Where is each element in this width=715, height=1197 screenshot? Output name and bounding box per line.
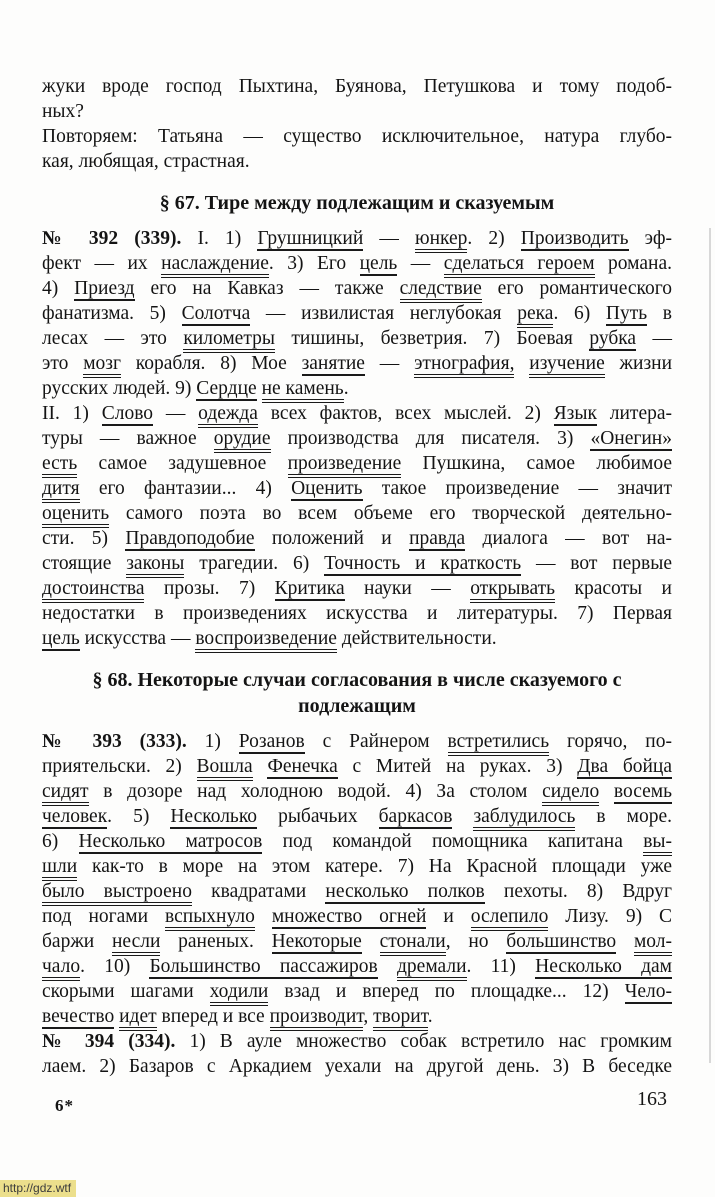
predicate-underlined: чало: [42, 956, 80, 981]
predicate-underlined: наслаждение: [161, 253, 269, 278]
predicate-underlined: оценить: [42, 503, 109, 528]
text-segment: с Райнером: [304, 731, 448, 752]
text-segment: . 5): [107, 806, 171, 827]
text-segment: как-то в море на этом катере. 7) На Красной площади уже: [77, 856, 672, 877]
predicate-underlined: Вошла: [197, 756, 253, 781]
predicate-underlined: сидело: [542, 781, 599, 806]
text-segment: фанатизма. 5): [42, 303, 182, 324]
text-segment: романа.: [594, 253, 672, 274]
text-segment: под командой помощника капитана: [262, 831, 644, 852]
text-segment: [255, 906, 272, 927]
predicate-underlined: заблудилось: [473, 806, 575, 831]
text-segment: его фантазии... 4): [79, 478, 292, 499]
section-heading: [42, 667, 672, 719]
text-segment: действительности.: [336, 628, 497, 649]
subject-underlined: большинство: [506, 931, 617, 952]
text-segment: 1): [186, 731, 239, 752]
predicate-underlined: было выстроено: [42, 881, 192, 906]
predicate-underlined: вы-: [643, 831, 672, 856]
text-segment: Повторяем: Татьяна — существо исключительное, натура глубо-: [42, 126, 672, 147]
text-segment: жизни: [604, 353, 673, 374]
subject-underlined: рубка: [589, 328, 637, 349]
text-segment: трагедии. 6): [184, 553, 325, 574]
subject-underlined: Слово: [101, 403, 154, 424]
text-line: [42, 526, 672, 551]
predicate-underlined: ослепило: [471, 906, 549, 931]
page-text: [42, 74, 672, 1079]
predicate-underlined: сидят: [42, 781, 89, 806]
text-segment: . 3) Его: [268, 253, 360, 274]
text-segment: —: [153, 403, 199, 424]
predicate-underlined: изучение: [529, 353, 604, 378]
text-segment: всех фактов, всех мыслей. 2): [257, 403, 554, 424]
text-segment: [378, 956, 397, 977]
text-segment: туры — важное: [42, 428, 214, 449]
subject-underlined: занятие: [301, 353, 365, 374]
text-segment: диалога — вот на-: [465, 528, 672, 549]
text-segment: [452, 806, 473, 827]
subject-underlined: человек: [42, 806, 108, 827]
text-segment: ных?: [42, 101, 84, 122]
text-line: [42, 401, 672, 426]
text-line: [42, 754, 672, 779]
text-segment: в море.: [575, 806, 672, 827]
text-segment: [362, 931, 380, 952]
text-segment: ,: [363, 1006, 374, 1027]
text-line: [42, 854, 672, 879]
text-segment: самое задушевное: [77, 453, 288, 474]
predicate-underlined: несли: [112, 931, 160, 956]
subject-underlined: Грушницкий: [257, 228, 364, 249]
text-line: [42, 301, 672, 326]
text-line: [42, 124, 672, 149]
text-segment: —: [363, 228, 415, 249]
predicate-underlined: вспыхнуло: [165, 906, 255, 931]
subject-underlined: Критика: [274, 578, 345, 599]
text-segment: баржи: [42, 931, 112, 952]
text-line: [42, 376, 672, 401]
predicate-underlined: километры: [183, 328, 275, 353]
text-segment: пехоты. 8) Вдруг: [484, 881, 673, 902]
section-heading: [42, 190, 672, 216]
subject-underlined: правда: [409, 528, 466, 549]
text-segment: лесах — это: [42, 328, 184, 349]
text-segment: подлежащим: [298, 695, 416, 717]
text-segment: русских людей. 9): [42, 378, 197, 399]
text-segment: , но: [445, 931, 507, 952]
text-line: [42, 904, 672, 929]
text-segment: Пушкина, самое любимое: [401, 453, 672, 474]
predicate-underlined: производит: [270, 1006, 364, 1031]
text-segment: .: [427, 1006, 433, 1027]
text-line: [42, 954, 672, 979]
text-segment: [257, 378, 262, 399]
subject-underlined: баркасов: [378, 806, 453, 827]
subject-underlined: Точность и краткость: [324, 553, 522, 574]
page-signature: 6*: [55, 1096, 74, 1115]
text-segment: и: [426, 906, 471, 927]
text-segment: литера-: [596, 403, 672, 424]
text-segment: II. 1): [42, 403, 102, 424]
text-segment: в: [647, 303, 672, 324]
subject-underlined: Некоторые: [271, 931, 362, 952]
text-segment: недостатки в произведениях искусства и литературы. 7) Первая: [42, 603, 672, 624]
text-segment: взад и вперед по площадке... 12): [268, 981, 625, 1002]
text-line: [42, 667, 672, 693]
text-segment: — извилистая неглубокая: [250, 303, 518, 324]
text-line: [42, 879, 672, 904]
text-segment: с Митей на руках. 3): [337, 756, 578, 777]
subject-underlined: Производить: [520, 228, 629, 249]
scan-artifact-line: [709, 228, 711, 1063]
text-line: [42, 693, 672, 719]
subject-underlined: цель: [359, 253, 398, 274]
exercise-number: № 393 (333).: [42, 731, 187, 752]
text-segment: [253, 756, 268, 777]
text-segment: —: [397, 253, 444, 274]
predicate-underlined: орудие: [214, 428, 271, 453]
text-line: [42, 74, 672, 99]
text-segment: кая, любящая, страстная.: [42, 151, 250, 172]
predicate-underlined: ходили: [210, 981, 269, 1006]
text-line: [42, 99, 672, 124]
predicate-underlined: дремали: [397, 956, 467, 981]
text-segment: его романтического: [481, 278, 672, 299]
predicate-underlined: воспроизведение: [195, 628, 337, 653]
text-segment: самого поэта во всем объеме его творческой деятельно-: [109, 503, 672, 524]
subject-underlined: Язык: [553, 403, 597, 424]
text-line: [42, 351, 672, 376]
text-segment: корабля. 8) Мое: [120, 353, 302, 374]
predicate-underlined: открывать: [470, 578, 555, 603]
subject-underlined: Несколько: [170, 806, 258, 827]
text-segment: квадратами: [191, 881, 326, 902]
text-line: [42, 251, 672, 276]
text-line: [42, 476, 672, 501]
text-segment: 1) В ауле множество собак встретило нас громким: [175, 1031, 672, 1052]
subject-underlined: восемь: [613, 781, 672, 802]
exercise-number: № 392 (339).: [42, 228, 182, 249]
predicate-underlined: встретились: [448, 731, 550, 756]
paragraph: [42, 226, 672, 651]
text-line: [42, 276, 672, 301]
text-segment: скорыми шагами: [42, 981, 210, 1002]
predicate-underlined: не камень: [262, 378, 344, 403]
text-line: [42, 829, 672, 854]
text-segment: 4): [42, 278, 75, 299]
text-segment: горячо, по-: [549, 731, 672, 752]
subject-underlined: Приезд: [74, 278, 135, 299]
text-line: [42, 551, 672, 576]
subject-underlined: множество огней: [271, 906, 427, 927]
text-segment: науки —: [344, 578, 471, 599]
text-line: [42, 626, 672, 651]
text-segment: [599, 781, 614, 802]
text-segment: положений и: [254, 528, 410, 549]
predicate-underlined: этнография,: [414, 353, 514, 378]
text-segment: —: [364, 353, 415, 374]
subject-underlined: Розанов: [238, 731, 305, 752]
text-segment: лаем. 2) Базаров с Аркадием уехали на другой день. 3) В беседке: [42, 1056, 672, 1077]
text-line: [42, 326, 672, 351]
subject-underlined: Два бойца: [577, 756, 673, 777]
text-segment: 6): [42, 831, 79, 852]
paragraph: [42, 1029, 672, 1079]
text-segment: раненых.: [160, 931, 272, 952]
text-line: [42, 1004, 672, 1029]
text-line: [42, 979, 672, 1004]
text-segment: § 68. Некоторые случаи согласования в числе сказуемого с: [92, 669, 622, 691]
predicate-underlined: юнкер: [415, 228, 467, 253]
subject-underlined: Большинство пассажиров: [149, 956, 378, 977]
text-segment: . 2): [467, 228, 521, 249]
text-segment: вперед и все: [156, 1006, 270, 1027]
subject-underlined: Фенечка: [267, 756, 338, 777]
text-line: [42, 501, 672, 526]
subject-underlined: Несколько дам: [535, 956, 672, 977]
predicate-underlined: идет: [119, 1006, 157, 1031]
text-line: [42, 149, 672, 174]
text-segment: эф-: [628, 228, 672, 249]
text-line: [42, 426, 672, 451]
text-segment: фект — их: [42, 253, 162, 274]
predicate-underlined: произведение: [288, 453, 402, 478]
text-segment: такое произведение — значит: [362, 478, 672, 499]
predicate-underlined: есть: [42, 453, 77, 478]
text-line: [42, 929, 672, 954]
text-line: [42, 576, 672, 601]
predicate-underlined: дитя: [42, 478, 80, 503]
subject-underlined: Несколько матросов: [78, 831, 263, 852]
text-line: [42, 1029, 672, 1054]
text-segment: жуки вроде господ Пыхтина, Буянова, Петушкова и тому подоб-: [42, 76, 672, 97]
predicate-underlined: мол-: [634, 931, 672, 956]
predicate-underlined: одежда: [198, 403, 258, 428]
paragraph: [42, 729, 672, 1029]
subject-underlined: несколько полков: [325, 881, 485, 902]
watermark-url: http://gdz.wtf: [0, 1180, 76, 1197]
text-segment: Лизу. 9) С: [548, 906, 673, 927]
subject-underlined: вечество: [42, 1006, 115, 1027]
text-segment: прозы. 7): [144, 578, 275, 599]
text-line: [42, 601, 672, 626]
predicate-underlined: река: [517, 303, 553, 328]
text-segment: под ногами: [42, 906, 166, 927]
text-segment: § 67. Тире между подлежащим и сказуемым: [159, 192, 555, 214]
text-line: [42, 779, 672, 804]
text-segment: I. 1): [181, 228, 258, 249]
predicate-underlined: стонали: [380, 931, 446, 956]
text-segment: приятельски. 2): [42, 756, 197, 777]
text-segment: его на Кавказ — также: [134, 278, 400, 299]
predicate-underlined: мозг: [83, 353, 121, 378]
subject-underlined: «Онегин»: [590, 428, 672, 449]
text-segment: тишины, безветрия. 7) Боевая: [274, 328, 590, 349]
text-segment: . 6): [553, 303, 606, 324]
text-line: [42, 226, 672, 251]
subject-underlined: Правдоподобие: [125, 528, 255, 549]
subject-underlined: Оценить: [291, 478, 363, 499]
predicate-underlined: законы: [126, 553, 184, 578]
text-segment: искусства —: [79, 628, 196, 649]
text-segment: рыбачьих: [257, 806, 379, 827]
predicate-underlined: сделаться героем: [444, 253, 595, 278]
text-segment: .: [343, 378, 349, 399]
exercise-number: № 394 (334).: [42, 1031, 176, 1052]
predicate-underlined: творит: [373, 1006, 428, 1031]
predicate-underlined: следствие: [400, 278, 482, 303]
subject-underlined: Чело-: [624, 981, 672, 1002]
predicate-underlined: достоинства: [42, 578, 144, 603]
text-line: [42, 1054, 672, 1079]
text-segment: . 11): [466, 956, 536, 977]
text-segment: — вот первые: [521, 553, 673, 574]
text-segment: [616, 931, 634, 952]
paragraph: [42, 74, 672, 124]
subject-underlined: цель: [42, 628, 80, 649]
page-number: 163: [637, 1088, 667, 1110]
text-segment: в дозоре над холодною водой. 4) За столом: [88, 781, 543, 802]
subject-underlined: Солотча: [181, 303, 251, 324]
text-line: [42, 451, 672, 476]
text-line: [42, 804, 672, 829]
text-segment: сти. 5): [42, 528, 126, 549]
text-segment: это: [42, 353, 84, 374]
text-segment: . 10): [80, 956, 150, 977]
text-line: [42, 190, 672, 216]
text-segment: стоящие: [42, 553, 127, 574]
subject-underlined: Сердце: [196, 378, 257, 399]
text-segment: производства для писателя. 3): [270, 428, 591, 449]
text-segment: красоты и: [555, 578, 672, 599]
subject-underlined: Путь: [605, 303, 648, 324]
predicate-underlined: шли: [42, 856, 77, 881]
text-line: [42, 729, 672, 754]
paragraph: [42, 124, 672, 174]
text-segment: [514, 353, 529, 374]
text-segment: —: [636, 328, 672, 349]
